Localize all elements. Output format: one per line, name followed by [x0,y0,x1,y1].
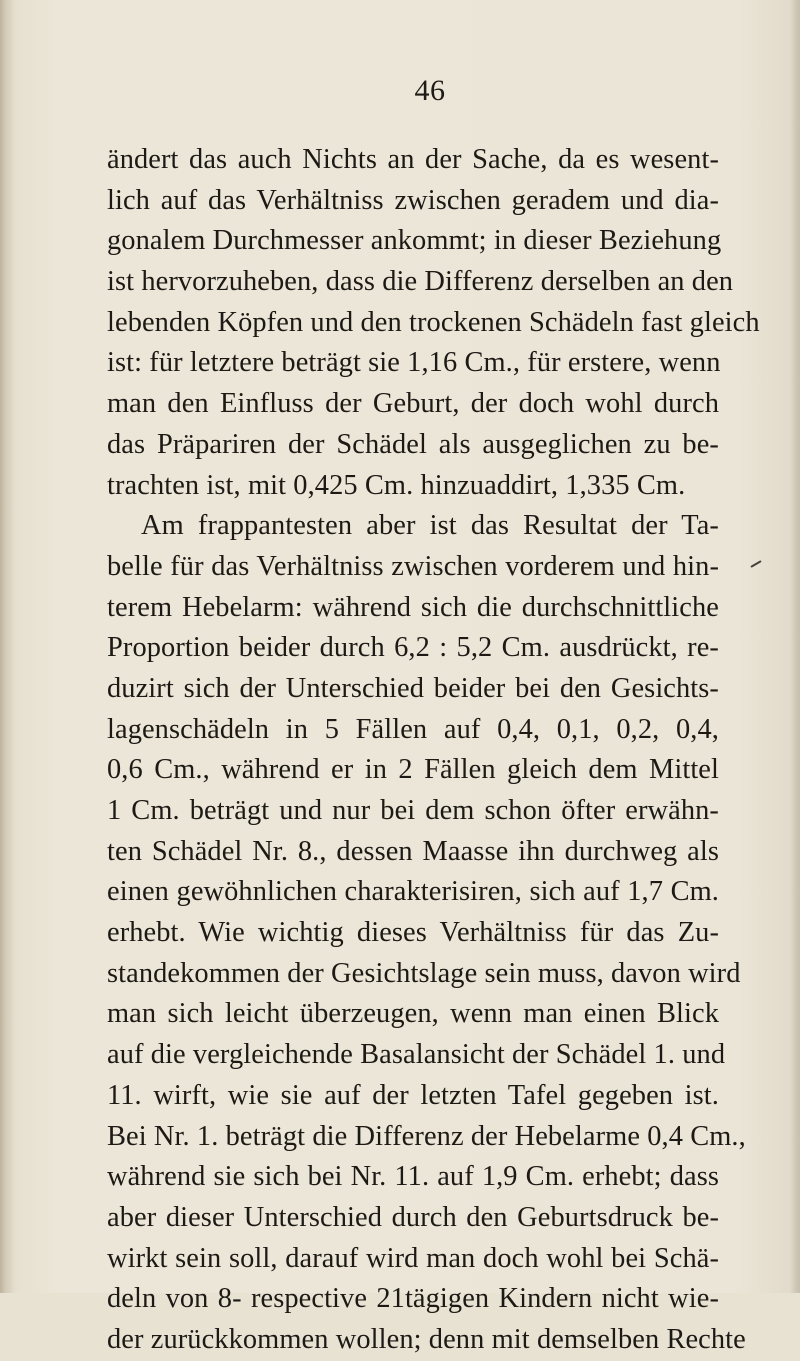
text-line: auf die vergleichende Basalansicht der Schädel 1. und [107,1039,726,1071]
text-line: während sie sich bei Nr. 11. auf 1,9 Cm. erhebt; dass [107,1161,719,1193]
margin-mark [750,560,761,568]
text-line: ist: für letztere beträgt sie 1,16 Cm., für erstere, wenn [107,347,721,379]
text-line: belle für das Verhältniss zwischen vorderem und hin- [107,550,719,582]
text-line: Am frappantesten aber ist das Resultat der Ta- [141,510,719,542]
text-line: ist hervorzuheben, dass die Differenz derselben an den [107,266,734,298]
text-line: Proportion beider durch 6,2 : 5,2 Cm. ausdrückt, re- [107,632,719,664]
text-line: wirkt sein soll, darauf wird man doch wohl bei Schä- [107,1242,719,1274]
text-line: das Präpariren der Schädel als ausgeglichen zu be- [107,428,719,460]
text-line: ändert das auch Nichts an der Sache, da es wesent- [107,144,719,175]
page-number: 46 [414,74,446,107]
text-line: lagenschädeln in 5 Fällen auf 0,4, 0,1, 0,2, 0,4, [107,713,719,745]
text-line: lebenden Köpfen und den trockenen Schädeln fast gleich [107,306,760,338]
body-text [107,140,760,1361]
page-edge-shadow [790,0,800,1293]
text-line: 11. wirft, wie sie auf der letzten Tafel gegeben ist. [107,1079,719,1111]
text-line: Bei Nr. 1. beträgt die Differenz der Hebelarme 0,4 Cm., [107,1120,746,1152]
text-line: terem Hebelarm: während sich die durchschnittliche [107,591,719,623]
text-line: 1 Cm. beträgt und nur bei dem schon öfter erwähn- [107,795,719,826]
text-line: standekommen der Gesichtslage sein muss, davon wird [107,957,741,989]
text-line: duzirt sich der Unterschied beider bei den Gesichts- [107,672,719,704]
text-line: 0,6 Cm., während er in 2 Fällen gleich dem Mittel [107,754,719,786]
text-line: einen gewöhnlichen charakterisiren, sich auf 1,7 Cm. [107,876,719,908]
text-line: aber dieser Unterschied durch den Geburtsdruck be- [107,1201,719,1233]
text-line: ten Schädel Nr. 8., dessen Maasse ihn durchweg als [107,835,719,867]
text-line: man den Einfluss der Geburt, der doch wohl durch [107,388,719,420]
text-line: gonalem Durchmesser ankommt; in dieser Beziehung [107,225,722,257]
text-line: erhebt. Wie wichtig dieses Verhältniss für das Zu- [107,917,719,949]
text-line: der zurückkommen wollen; denn mit demselben Rechte [107,1323,746,1355]
text-line: lich auf das Verhältniss zwischen geradem und dia- [107,184,719,216]
page-gutter-shadow [0,0,14,1293]
text-line: man sich leicht überzeugen, wenn man einen Blick [107,998,719,1030]
text-line: trachten ist, mit 0,425 Cm. hinzuaddirt, 1,335 Cm. [107,469,686,501]
text-line: deln von 8- respective 21tägigen Kindern nicht wie- [107,1283,719,1315]
